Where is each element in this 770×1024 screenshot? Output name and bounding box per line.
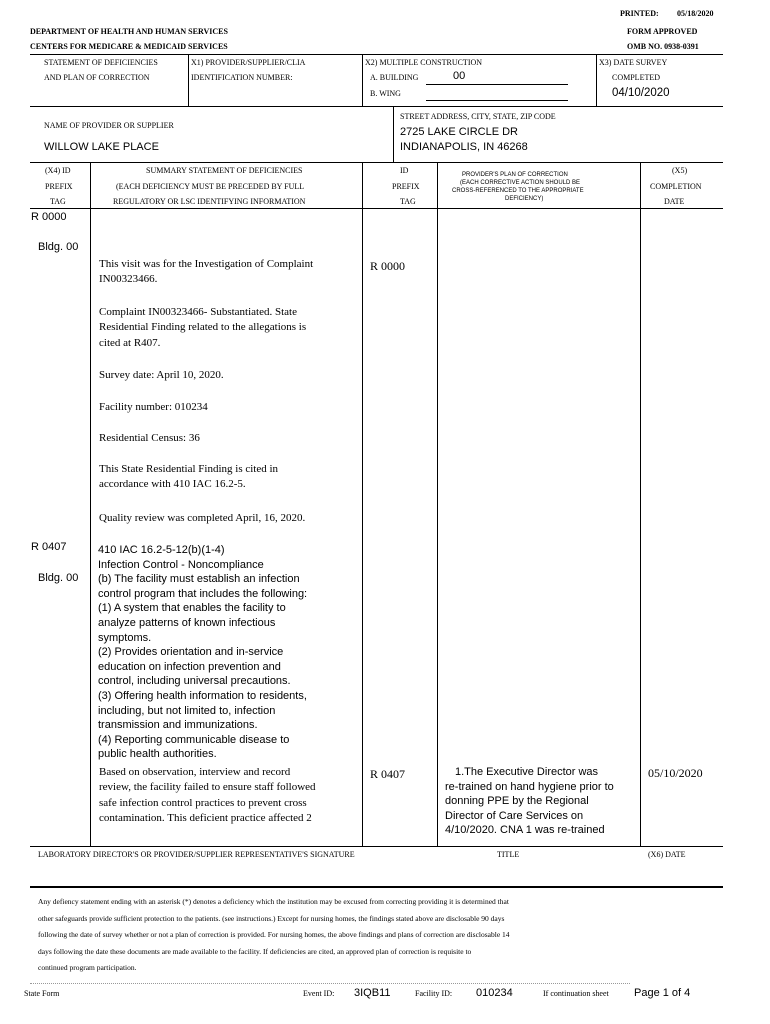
summary-note: (EACH DEFICIENCY MUST BE PRECEDED BY FULL	[116, 182, 305, 191]
centers-title: CENTERS FOR MEDICARE & MEDICAID SERVICES	[30, 42, 228, 51]
plan-header: PROVIDER'S PLAN OF CORRECTION	[462, 172, 568, 178]
row2-plan-text: 1.The Executive Director was re-trained on hand hygiene prior to donning PPE by the Regional Director of Care Services on 4/10/2020. CNA 1 was re-trained	[445, 766, 614, 837]
row1-tag: R 0000	[31, 211, 67, 223]
address-line2: INDIANAPOLIS, IN 46268	[400, 141, 528, 153]
row1-bldg: Bldg. 00	[38, 241, 79, 253]
address-label: STREET ADDRESS, CITY, STATE, ZIP CODE	[400, 112, 556, 121]
printed-date: 05/18/2020	[677, 9, 714, 18]
title-label: TITLE	[497, 850, 520, 859]
row1-paragraph: Residential Census: 36	[99, 432, 200, 444]
row1-paragraph: Quality review was completed April, 16, 2020.	[99, 512, 306, 524]
completion-date-label: DATE	[664, 197, 685, 206]
plan-note-2: CROSS-REFERENCED TO THE APPROPRIATE	[452, 188, 584, 194]
omb-number: OMB NO. 0938-0391	[627, 42, 699, 51]
row1-paragraph: Survey date: April 10, 2020.	[99, 369, 224, 381]
event-id-value: 3IQB11	[354, 987, 391, 999]
row2-bldg: Bldg. 00	[38, 572, 79, 584]
row1-paragraph: This visit was for the Investigation of Complaint IN00323466.	[99, 258, 314, 286]
plan-note-1: (EACH CORRECTIVE ACTION SHOULD BE	[460, 180, 581, 186]
summary-header: SUMMARY STATEMENT OF DEFICIENCIES	[146, 166, 303, 175]
identification-number-label: IDENTIFICATION NUMBER:	[191, 73, 293, 82]
id-label: ID	[400, 166, 409, 175]
survey-completed-date: 04/10/2020	[612, 87, 670, 99]
department-title: DEPARTMENT OF HEALTH AND HUMAN SERVICES	[30, 27, 228, 36]
provider-clia-label: X1) PROVIDER/SUPPLIER/CLIA	[191, 58, 306, 67]
row1-paragraph: This State Residential Finding is cited in accordance with 410 IAC 16.2-5.	[99, 463, 279, 491]
wing-label: B. WING	[370, 89, 401, 98]
summary-note-2: REGULATORY OR LSC IDENTIFYING INFORMATION	[113, 197, 306, 206]
continuation-label: If continuation sheet	[543, 989, 609, 998]
row1-paragraph: Complaint IN00323466- Substantiated. State Residential Finding related to the allegations is cited at R407.	[99, 306, 307, 349]
row2-tag: R 0407	[31, 541, 67, 553]
signature-label: LABORATORY DIRECTOR'S OR PROVIDER/SUPPLIER REPRESENTATIVE'S SIGNATURE	[38, 850, 355, 859]
plan-of-correction-label: AND PLAN OF CORRECTION	[44, 73, 150, 82]
row2-completion-date: 05/10/2020	[648, 766, 703, 780]
x4-tag-label: TAG	[50, 197, 66, 206]
date-survey-label: X3) DATE SURVEY	[599, 58, 668, 67]
facility-id-label: Facility ID:	[415, 989, 453, 998]
row1-plan-tag: R 0000	[370, 259, 406, 273]
multiple-construction-label: X2) MULTIPLE CONSTRUCTION	[365, 58, 483, 67]
signature-date-label: (X6) DATE	[648, 850, 686, 859]
page-number: Page 1 of 4	[634, 987, 691, 999]
provider-name-label: NAME OF PROVIDER OR SUPPLIER	[44, 121, 174, 130]
provider-name: WILLOW LAKE PLACE	[44, 141, 159, 153]
printed-label: PRINTED:	[620, 9, 659, 18]
facility-id-value: 010234	[476, 987, 513, 999]
completion-label: COMPLETION	[650, 182, 702, 191]
row2-plan-tag: R 0407	[370, 767, 406, 781]
row2-finding-text: Based on observation, interview and record review, the facility failed to ensure staff followed safe infection control practices to prevent cross contamination. This deficient practice affected 2	[99, 766, 316, 825]
statement-label: STATEMENT OF DEFICIENCIES	[44, 58, 158, 67]
x5-label: (X5)	[672, 166, 688, 175]
row1-paragraph: Facility number: 010234	[99, 401, 208, 413]
event-id-label: Event ID:	[303, 989, 335, 998]
address-line1: 2725 LAKE CIRCLE DR	[400, 126, 518, 138]
state-form-label: State Form	[24, 989, 60, 998]
id-prefix-label: PREFIX	[392, 182, 420, 191]
x4-prefix-label: PREFIX	[45, 182, 73, 191]
plan-note-3: DEFICIENCY)	[505, 196, 544, 202]
form-approved: FORM APPROVED	[627, 27, 698, 36]
x4-id-label: (X4) ID	[45, 166, 71, 175]
completed-label: COMPLETED	[612, 73, 660, 82]
row2-regulation-text: 410 IAC 16.2-5-12(b)(1-4) Infection Control - Noncompliance (b) The facility must establish an infection control program that includes the following: (1) A system that enables the facility to analyze patterns of known infectious symptoms. (2) Provides orientation and in-service education on infection prevention and control, including universal precautions. (3) Offering health information to residents, including, but not limited to, infection transmission and immunizations. (4) Reporting communicable disease to public health authorities.	[98, 544, 308, 761]
building-label: A. BUILDING	[370, 73, 419, 82]
disclaimer-footnote: Any defiency statement ending with an asterisk (*) denotes a deficiency which the institution may be excused from correcting providing it is determined that other safeguards provide sufficient protection to the patients. (see instructions.) Except for nursing homes, the findings stated above are disclosable 90 days following the date of survey whether or not a plan of correction is provided. For nursing homes, the above findings and plans of correction are disclosable 14 days following the date these documents are made available to the facility. If deficiencies are cited, an approved plan of correction is requisite to continued program participation.	[38, 897, 510, 972]
building-value: 00	[453, 70, 466, 82]
id-tag-label: TAG	[400, 197, 416, 206]
